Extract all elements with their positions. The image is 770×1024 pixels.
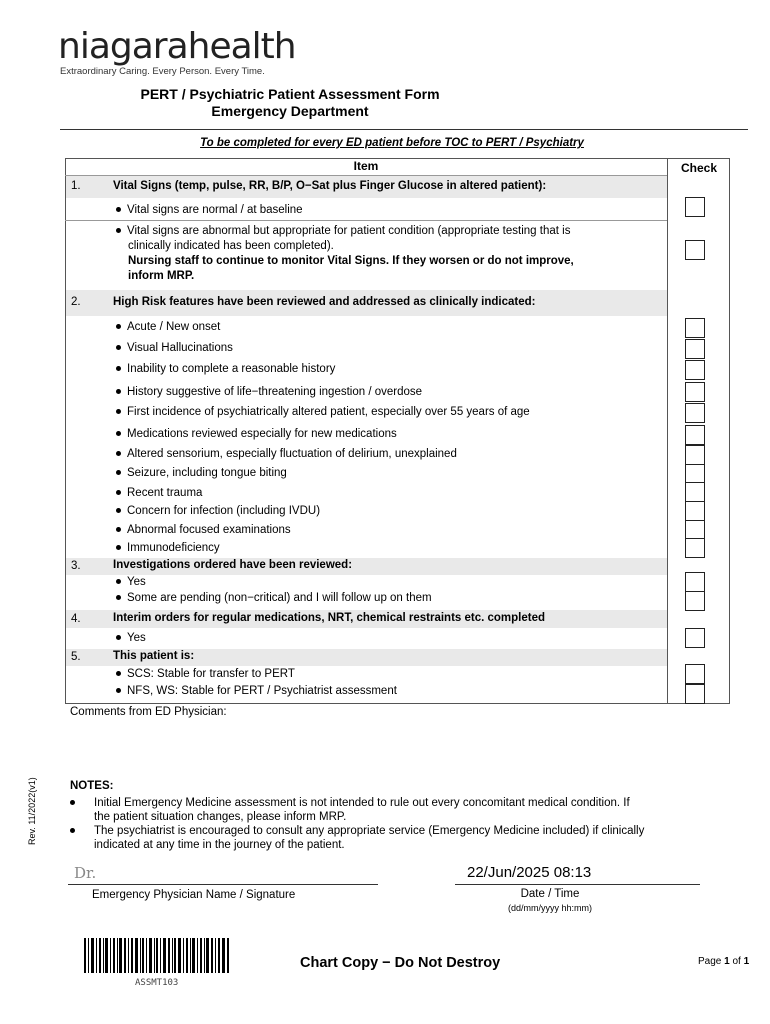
section-3-header: [66, 558, 667, 575]
checkbox[interactable]: [685, 501, 705, 521]
bullet-icon: [116, 389, 121, 394]
signature-label: Emergency Physician Name / Signature: [92, 889, 296, 901]
bullet-icon: [70, 800, 75, 805]
date-time-value: 22/Jun/2025 08:13: [467, 864, 592, 881]
list-item: History suggestive of life−threatening ingestion / overdose: [116, 385, 422, 400]
bullet-icon: [116, 451, 121, 456]
comments-label: Comments from ED Physician:: [70, 706, 227, 718]
section-title: This patient is:: [113, 650, 195, 662]
checkbox[interactable]: [685, 403, 705, 423]
list-item: Altered sensorium, especially fluctuation of delirium, unexplained: [116, 447, 457, 462]
list-item: Yes: [116, 575, 146, 590]
row-divider: [65, 220, 667, 221]
checkbox[interactable]: [685, 538, 705, 558]
checkbox[interactable]: [685, 382, 705, 402]
list-item: Vital signs are normal / at baseline: [116, 203, 303, 218]
title-divider: [60, 129, 748, 130]
section-title: Interim orders for regular medications, NRT, chemical restraints etc. completed: [113, 612, 546, 624]
list-item: Concern for infection (including IVDU): [116, 504, 320, 519]
section-2-header: [66, 290, 667, 316]
form-title-line1: PERT / Psychiatric Patient Assessment Form: [140, 86, 440, 102]
list-item: First incidence of psychiatrically altered patient, especially over 55 years of age: [116, 405, 530, 420]
form-title: [60, 86, 520, 120]
page-number: Page 1 of 1: [698, 956, 750, 967]
bullet-icon: [116, 545, 121, 550]
section-1-header: [66, 176, 667, 198]
bullet-icon: [116, 595, 121, 600]
checkbox[interactable]: [685, 360, 705, 380]
bullet-icon: [116, 527, 121, 532]
bullet-icon: [116, 207, 121, 212]
section-title: High Risk features have been reviewed and addressed as clinically indicated:: [113, 296, 536, 308]
section-number: 1.: [71, 180, 81, 192]
revision-label: Rev. 11/2022(v1): [27, 777, 37, 845]
date-format-hint: (dd/mm/yyyy hh:mm): [507, 903, 592, 913]
bullet-icon: [116, 579, 121, 584]
signature-prefix: Dr.: [74, 864, 97, 882]
signature-line[interactable]: [68, 884, 378, 885]
list-item: SCS: Stable for transfer to PERT: [116, 667, 295, 682]
list-item: NFS, WS: Stable for PERT / Psychiatrist assessment: [116, 684, 397, 699]
bullet-icon: [116, 470, 121, 475]
section-number: 2.: [71, 296, 81, 308]
form-instructions: To be completed for every ED patient before TOC to PERT / Psychiatry: [200, 137, 584, 149]
note-item: Initial Emergency Medicine assessment is not intended to rule out every concomitant medical condition. If the patient situation changes, please inform MRP.: [70, 796, 710, 824]
bullet-icon: [116, 688, 121, 693]
section-number: 3.: [71, 560, 81, 572]
section-title: Investigations ordered have been reviewed:: [113, 559, 353, 571]
date-time-label: Date / Time: [520, 888, 580, 900]
checkbox[interactable]: [685, 684, 705, 704]
form-title-line2: Emergency Department: [211, 103, 369, 119]
bullet-icon: [116, 635, 121, 640]
checkbox[interactable]: [685, 628, 705, 648]
checkbox[interactable]: [685, 339, 705, 359]
list-item: Acute / New onset: [116, 320, 220, 335]
list-item: Immunodeficiency: [116, 541, 220, 556]
list-item: Abnormal focused examinations: [116, 523, 291, 538]
list-item: Recent trauma: [116, 486, 202, 501]
checkbox[interactable]: [685, 591, 705, 611]
checkbox[interactable]: [685, 425, 705, 445]
bullet-icon: [116, 366, 121, 371]
bullet-icon: [116, 431, 121, 436]
list-item: Visual Hallucinations: [116, 341, 233, 356]
list-item: Vital signs are abnormal but appropriate for patient condition (appropriate testing that is clinically indicated has been completed). Nursing staff to continue to monitor Vital Signs. If they worsen or do not improve, inform MRP.: [116, 224, 626, 284]
bullet-icon: [116, 508, 121, 513]
checkbox[interactable]: [685, 664, 705, 684]
checkbox[interactable]: [685, 464, 705, 484]
notes-heading: NOTES:: [70, 780, 114, 792]
list-item: Inability to complete a reasonable history: [116, 362, 335, 377]
note-item: The psychiatrist is encouraged to consult any appropriate service (Emergency Medicine included) if clinically indicated at any time in the journey of the patient.: [70, 824, 710, 852]
bullet-icon: [116, 409, 121, 414]
barcode-icon: [84, 938, 229, 973]
list-item: Some are pending (non−critical) and I will follow up on them: [116, 591, 432, 606]
bullet-icon: [116, 671, 121, 676]
column-header-item: Item: [353, 159, 379, 173]
bullet-icon: [116, 490, 121, 495]
check-column-divider: [667, 158, 668, 704]
bullet-icon: [116, 228, 121, 233]
section-number: 4.: [71, 613, 81, 625]
barcode-text: ASSMT103: [135, 978, 179, 988]
checkbox[interactable]: [685, 240, 705, 260]
checkbox[interactable]: [685, 318, 705, 338]
bullet-icon: [116, 345, 121, 350]
checkbox[interactable]: [685, 197, 705, 217]
logo: niagarahealth: [58, 26, 296, 67]
date-line: [455, 884, 700, 885]
section-number: 5.: [71, 651, 81, 663]
list-item: Medications reviewed especially for new medications: [116, 427, 397, 442]
bullet-icon: [70, 828, 75, 833]
column-header-check: Check: [680, 161, 718, 175]
checkbox[interactable]: [685, 445, 705, 465]
logo-tagline: Extraordinary Caring. Every Person. Every Time.: [60, 66, 265, 77]
bullet-icon: [116, 324, 121, 329]
section-4-header: [66, 610, 667, 628]
checkbox[interactable]: [685, 572, 705, 592]
list-item: Yes: [116, 631, 146, 646]
checkbox[interactable]: [685, 482, 705, 502]
section-title: Vital Signs (temp, pulse, RR, B/P, O−Sat plus Finger Glucose in altered patient):: [113, 180, 547, 192]
chart-copy-label: Chart Copy − Do Not Destroy: [300, 955, 501, 971]
checkbox[interactable]: [685, 520, 705, 540]
list-item: Seizure, including tongue biting: [116, 466, 287, 481]
section-5-header: [66, 649, 667, 666]
